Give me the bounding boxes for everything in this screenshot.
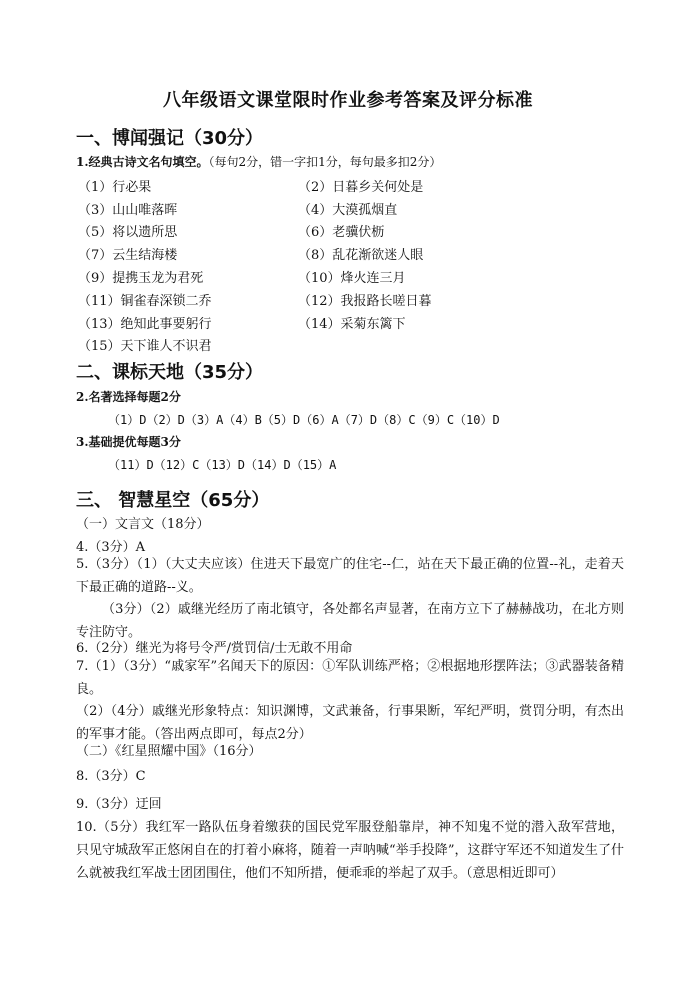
answer-item: （2）日暮乡关何处是 <box>298 180 424 195</box>
answer-item: （7）云生结海楼 <box>78 248 178 263</box>
question-4-answer: 4.（3分）A <box>76 540 146 555</box>
question-3-label: 3.基础提优每题3分 <box>76 435 181 449</box>
answer-item: （14）采菊东篱下 <box>298 317 406 332</box>
answer-item: （8）乱花渐欲迷人眼 <box>298 248 424 263</box>
question-1-label <box>76 153 441 170</box>
page-title: 八年级语文课堂限时作业参考答案及评分标准 <box>163 90 533 111</box>
question-2-answers: （1）D（2）D（3）A（4）B（5）D（6）A（7）D（8）C（9）C（10）D <box>108 413 500 427</box>
part-2-heading: （二）《红星照耀中国》（16分） <box>76 744 262 759</box>
question-5-1-answer: 5.（3分）（1）（大丈夫应该）住进天下最宽广的住宅--仁，站在天下最正确的位置--礼，走着天下最正确的道路--义。 <box>76 557 624 595</box>
answer-item: （10）烽火连三月 <box>298 271 406 286</box>
answer-item: （6）老骥伏枥 <box>298 225 385 240</box>
question-10-answer: 10.（5分）我红军一路队伍身着缴获的国民党军服登船靠岸，神不知鬼不觉的潜入敌军营地，只见守城敌军正悠闲自在的打着小麻将，随着一声呐喊“举手投降”，这群守军还不知道发生了什么就被我红军战士团团围住，他们不知所措，便乖乖的举起了双手。（意思相近即可） <box>76 820 624 881</box>
question-1-title: 1.经典古诗文名句填空。 <box>76 155 209 169</box>
question-9-answer: 9.（3分）迂回 <box>76 797 162 812</box>
answer-item: （15）天下谁人不识君 <box>78 339 212 354</box>
part-1-heading: （一）文言文（18分） <box>76 517 210 532</box>
question-7-1-answer: 7.（1）（3分）“戚家军”名闻天下的原因：①军队训练严格；②根据地形摆阵法；③武器装备精良。 <box>76 659 624 697</box>
answer-item: （9）提携玉龙为君死 <box>78 271 204 286</box>
section-2-heading: 二、课标天地（35分） <box>76 362 264 383</box>
question-1-scoring-note: （每句2分，错一字扣1分，每句最多扣2分） <box>208 155 442 169</box>
answer-item: （3）山山唯落晖 <box>78 203 178 218</box>
answer-item: （11）铜雀春深锁二乔 <box>78 294 212 309</box>
question-3-answers: （11）D（12）C（13）D（14）D（15）A <box>108 458 337 472</box>
question-8-answer: 8.（3分）C <box>76 769 146 784</box>
question-2-label: 2.名著选择每题2分 <box>76 390 181 404</box>
answer-item: （1）行必果 <box>78 180 152 195</box>
section-1-heading: 一、博闻强记（30分） <box>76 128 264 149</box>
answer-item: （4）大漠孤烟直 <box>298 203 398 218</box>
question-6-answer: 6.（2分）继光为将号令严/赏罚信/士无敢不用命 <box>76 641 353 656</box>
answer-item: （12）我报路长嗟日暮 <box>298 294 432 309</box>
answer-item: （5）将以遗所思 <box>78 225 178 240</box>
question-7-2-answer: （2）（4分）戚继光形象特点：知识渊博，文武兼备，行事果断，军纪严明，赏罚分明，有杰出的军事才能。（答出两点即可，每点2分） <box>76 704 624 742</box>
section-3-heading: 三、 智慧星空（65分） <box>76 490 270 511</box>
question-5-2-answer: （3分）（2）戚继光经历了南北镇守，各处都名声显著，在南方立下了赫赫战功，在北方则专注防守。 <box>76 602 624 640</box>
answer-item: （13）绝知此事要躬行 <box>78 317 212 332</box>
